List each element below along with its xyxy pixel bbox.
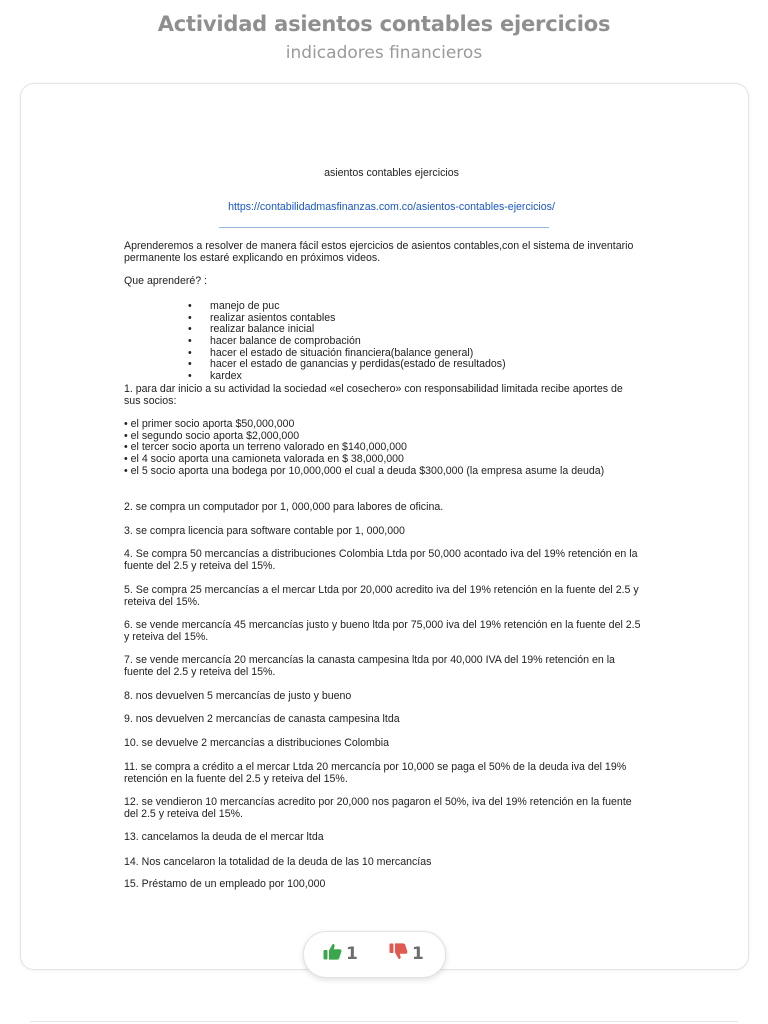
thumbs-down-icon: [389, 943, 408, 965]
exercise-line: 3. se compra licencia para software contable por 1, 000,000: [124, 525, 405, 537]
exercise-line: 8. nos devuelven 5 mercancías de justo y bueno: [124, 690, 352, 702]
exercise-line: del 2.5 y reteiva del 15%.: [124, 807, 243, 820]
learn-item: • realizar asientos contables: [188, 313, 648, 325]
exercise-item: [124, 620, 659, 644]
thumbs-up-icon: [323, 943, 342, 965]
partners-list: [124, 419, 659, 477]
partner-item: • el tercer socio aporta un terreno valorado en $140,000,000: [124, 441, 407, 454]
exercise-line: 12. se vendieron 10 mercancías acredito por 20,000 nos pagaron el 50%, iva del 19% retención en la fuente: [124, 796, 632, 808]
partner-item: • el primer socio aporta $50,000,000: [124, 418, 295, 430]
partner-item: • el 5 socio aporta una bodega por 10,000,000 el cual a deuda $300,000 (la empresa asume la deuda): [124, 464, 605, 477]
learn-item: • manejo de puc: [188, 301, 648, 313]
exercise-item: [124, 762, 659, 786]
exercise-line: 6. se vende mercancía 45 mercancías justo y bueno ltda por 75,000 iva del 19% retención en la fuente del 2.5: [124, 619, 641, 631]
exercise-item: [124, 502, 659, 514]
partner-item: • el 4 socio aporta una camioneta valorada en $ 38,000,000: [124, 453, 404, 466]
intro-line: Aprenderemos a resolver de manera fácil estos ejercicios de asientos contables,con el sistema de inventario: [124, 240, 634, 252]
exercise-item: [124, 691, 659, 703]
like-button[interactable]: [323, 943, 358, 965]
source-link[interactable]: https://contabilidadmasfinanzas.com.co/asientos-contables-ejercicios/: [228, 201, 555, 213]
exercise-line: fuente del 2.5 y reteiva del 15%.: [124, 559, 276, 572]
learn-item: • hacer balance de comprobación: [188, 336, 648, 348]
exercise-item: [124, 585, 659, 609]
like-count: 1: [346, 944, 358, 964]
learn-item: • realizar balance inicial: [188, 324, 648, 336]
intro-paragraph: [124, 241, 659, 265]
exercise-line: 11. se compra a crédito a el mercar Ltda 20 mercancía por 10,000 se paga el 50% de la deuda iva del 19%: [124, 761, 627, 773]
exercise-line: 1. para dar inicio a su actividad la sociedad «el cosechero» con responsabilidad limitada recibe aportes de: [124, 383, 623, 395]
vote-bar: [303, 931, 446, 978]
page-title: Actividad asientos contables ejercicios: [157, 12, 611, 36]
exercise-item: [124, 549, 659, 573]
learn-item: • hacer el estado de ganancias y perdidas(estado de resultados): [188, 359, 648, 371]
exercise-line: 10. se devuelve 2 mercancías a distribuciones Colombia: [124, 737, 389, 749]
intro-line: permanente los estaré explicando en próximos videos.: [124, 251, 381, 264]
page-subtitle: indicadores financieros: [285, 43, 483, 63]
exercise-line: 7. se vende mercancía 20 mercancías la canasta campesina ltda por 40,000 IVA del 19% retención en la: [124, 654, 615, 666]
exercise-item: [124, 832, 659, 844]
learn-item: • kardex: [188, 371, 648, 383]
exercise-item: [124, 879, 659, 891]
exercise-line: y reteiva del 15%.: [124, 630, 209, 643]
exercise-item: [124, 797, 659, 821]
dislike-button[interactable]: [389, 943, 424, 965]
exercise-item: [124, 526, 659, 538]
exercise-line: 5. Se compra 25 mercancías a el mercar Ltda por 20,000 acredito iva del 19% retención en la fuente del 2.5 y: [124, 584, 639, 596]
partner-item: • el segundo socio aporta $2,000,000: [124, 429, 300, 442]
exercise-line: 2. se compra un computador por 1, 000,000 para labores de oficina.: [124, 501, 444, 513]
exercise-1: [124, 384, 659, 408]
exercise-line: 15. Préstamo de un empleado por 100,000: [124, 878, 326, 890]
exercise-line: fuente del 2.5 y reteiva del 15%.: [124, 665, 276, 678]
document-title: asientos contables ejercicios: [324, 167, 459, 179]
footer-divider: [30, 1021, 738, 1022]
exercise-line: 14. Nos cancelaron la totalidad de la deuda de las 10 mercancías: [124, 856, 432, 868]
exercise-item: [124, 655, 659, 679]
learn-label: Que aprenderé? :: [124, 275, 208, 287]
learn-list: [188, 301, 648, 383]
link-underline-divider: [219, 227, 549, 228]
exercise-line: 4. Se compra 50 mercancías a distribuciones Colombia Ltda por 50,000 acontado iva del 19% retención en la: [124, 548, 638, 560]
exercise-line: 13. cancelamos la deuda de el mercar ltda: [124, 831, 324, 843]
exercise-item: [124, 857, 659, 869]
learn-item: • hacer el estado de situación financiera(balance general): [188, 348, 648, 360]
exercise-line: sus socios:: [124, 394, 177, 407]
exercise-item: [124, 738, 659, 750]
exercise-line: reteiva del 15%.: [124, 595, 200, 608]
dislike-count: 1: [412, 944, 424, 964]
exercise-item: [124, 714, 659, 726]
exercise-line: 9. nos devuelven 2 mercancías de canasta campesina ltda: [124, 713, 400, 725]
exercise-line: retención en la fuente del 2.5 y reteiva del 15%.: [124, 772, 348, 785]
